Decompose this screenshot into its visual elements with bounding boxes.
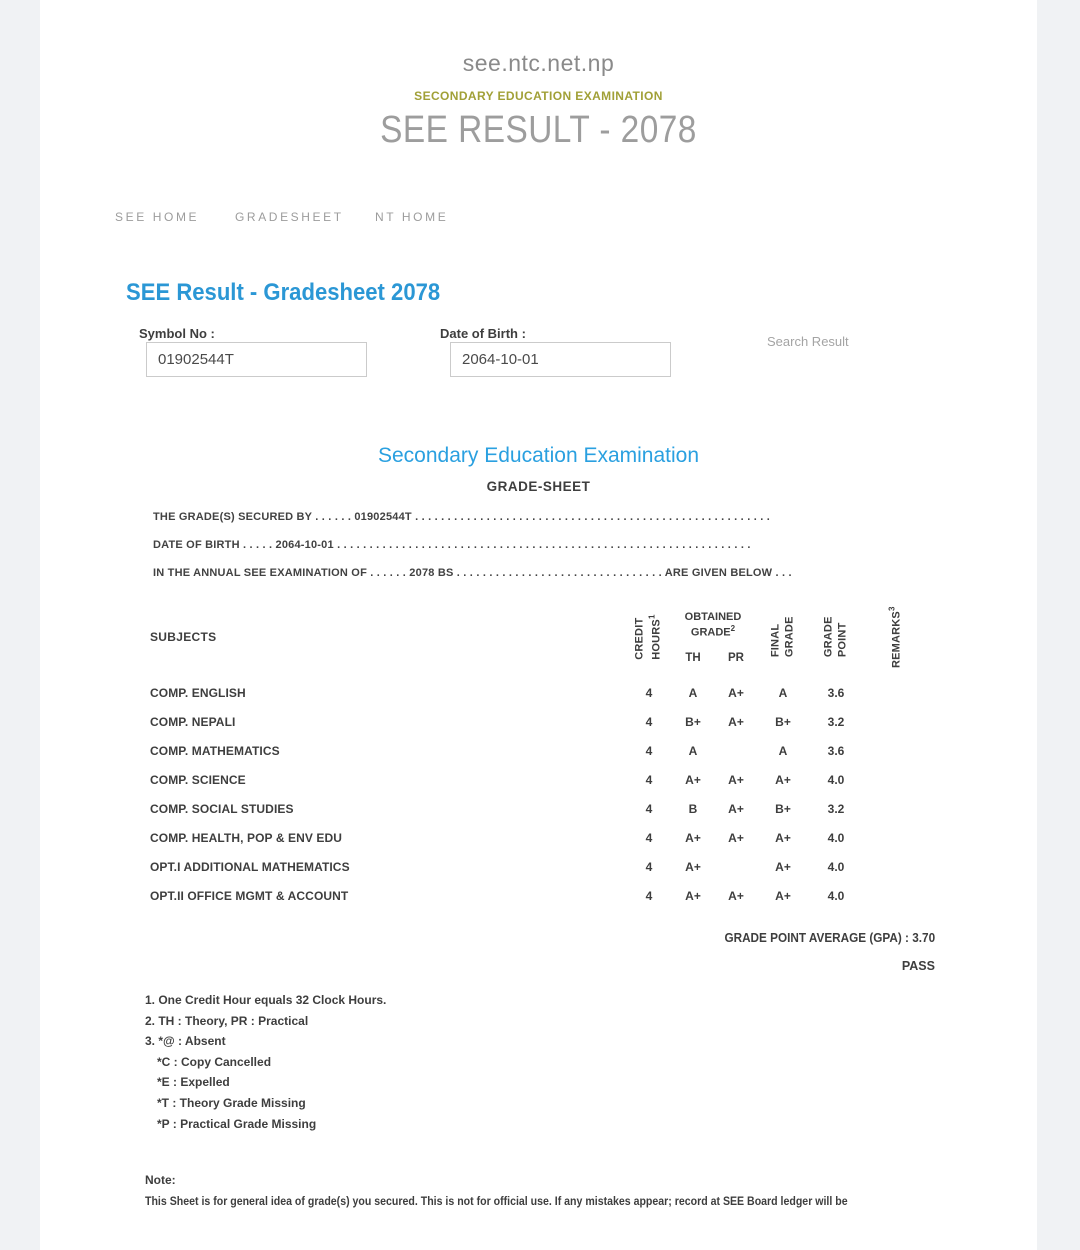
cell-final: A	[778, 743, 788, 758]
cell-credit: 4	[645, 743, 653, 758]
footnote-item: *T : Theory Grade Missing	[157, 1095, 306, 1110]
cell-subject: COMP. MATHEMATICS	[150, 743, 280, 758]
cell-th: A+	[685, 772, 701, 787]
cell-pr: A+	[728, 714, 744, 729]
cell-th: A+	[685, 888, 701, 903]
cell-gp: 4.0	[827, 830, 845, 845]
table-row	[150, 765, 930, 794]
cell-final: A+	[775, 772, 791, 787]
page-title: SEE RESULT - 2078	[380, 109, 697, 151]
cell-gp: 3.2	[827, 714, 845, 729]
date-of-birth-line: DATE OF BIRTH . . . . . 2064-10-01 . . . . . . . . . . . . . . . . . . . . . . . . . . . . . . . . . . . . . . . . . . . . . . . . . . . . . . . . . . . . . . . .	[153, 539, 751, 551]
cell-gp: 4.0	[827, 772, 845, 787]
note-label: Note:	[145, 1173, 176, 1187]
table-row	[150, 881, 930, 910]
cell-final: A+	[775, 888, 791, 903]
cell-credit: 4	[645, 859, 653, 874]
footnote-item: *E : Expelled	[157, 1075, 230, 1090]
cell-credit: 4	[645, 830, 653, 845]
cell-subject: COMP. ENGLISH	[150, 685, 246, 700]
cell-subject: COMP. NEPALI	[150, 714, 236, 729]
header-credit-hours: CREDIT HOURS$^1$	[633, 614, 663, 660]
cell-gp: 4.0	[827, 859, 845, 874]
table-row	[150, 678, 930, 707]
footnote-item: *C : Copy Cancelled	[157, 1054, 272, 1069]
nav-link-gradesheet[interactable]: GRADESHEET	[235, 210, 344, 224]
footnote-item: 2. TH : Theory, PR : Practical	[145, 1013, 309, 1028]
cell-subject: OPT.II OFFICE MGMT & ACCOUNT	[150, 888, 349, 903]
symbol-no-input[interactable]	[146, 342, 367, 377]
header-pr: PR	[728, 652, 744, 665]
cell-pr: A+	[728, 830, 744, 845]
nav-link-nt-home[interactable]: NT HOME	[375, 210, 449, 224]
cell-th: B	[688, 801, 698, 816]
cell-credit: 4	[645, 772, 653, 787]
cell-th: A	[688, 743, 698, 758]
cell-credit: 4	[645, 801, 653, 816]
header-final-grade: FINAL GRADE	[769, 616, 795, 658]
cell-final: B+	[775, 714, 791, 729]
sheet-section-heading: Secondary Education Examination	[377, 444, 700, 467]
exam-year-line: IN THE ANNUAL SEE EXAMINATION OF . . . . . . 2078 BS . . . . . . . . . . . . . . . . . . . . . . . . . . . . . . . . ARE GIVEN BELOW . . .	[153, 567, 792, 579]
table-row	[150, 794, 930, 823]
sheet-subheading: GRADE-SHEET	[486, 479, 591, 494]
footnotes	[145, 990, 386, 1134]
footnote-item: *P : Practical Grade Missing	[157, 1116, 317, 1131]
cell-subject: COMP. SCIENCE	[150, 772, 246, 787]
cell-th: A+	[685, 830, 701, 845]
cell-final: A+	[775, 830, 791, 845]
cell-th: B+	[685, 714, 701, 729]
cell-credit: 4	[645, 714, 653, 729]
cell-pr: A+	[728, 685, 744, 700]
header-th: TH	[685, 652, 701, 665]
cell-th: A	[688, 685, 698, 700]
header-subjects: SUBJECTS	[150, 630, 217, 644]
org-subtitle: SECONDARY EDUCATION EXAMINATION	[414, 89, 663, 103]
cell-final: A	[778, 685, 788, 700]
table-row	[150, 736, 930, 765]
header-remarks: REMARKS$^3$	[887, 606, 903, 668]
cell-pr: A+	[728, 801, 744, 816]
header-grade-point: GRADE POINT	[822, 616, 848, 658]
table-row	[150, 707, 930, 736]
cell-pr: A+	[728, 888, 744, 903]
cell-gp: 3.6	[827, 743, 845, 758]
secured-by-line: THE GRADE(S) SECURED BY . . . . . . 01902544T . . . . . . . . . . . . . . . . . . . . . . . . . . . . . . . . . . . . . . . . . . . . . . . . . . . . . . .	[153, 511, 770, 523]
cell-gp: 3.6	[827, 685, 845, 700]
gradesheet-heading: SEE Result - Gradesheet 2078	[126, 279, 441, 306]
gpa-summary: GRADE POINT AVERAGE (GPA) : 3.70	[724, 931, 935, 945]
grade-table	[150, 596, 930, 910]
cell-final: B+	[775, 801, 791, 816]
cell-final: A+	[775, 859, 791, 874]
cell-credit: 4	[645, 685, 653, 700]
nav-link-see-home[interactable]: SEE HOME	[115, 210, 200, 224]
note-disclaimer: This Sheet is for general idea of grade(s) you secured. This is not for official use. If any mistakes appear; record at SEE Board ledger will be	[145, 1196, 848, 1208]
cell-gp: 3.2	[827, 801, 845, 816]
cell-credit: 4	[645, 888, 653, 903]
footnote-item: 3. *@ : Absent	[145, 1034, 226, 1049]
search-result-button[interactable]: Search Result	[767, 334, 849, 349]
symbol-no-label: Symbol No :	[139, 326, 215, 341]
header-obtained-grade: OBTAINED GRADE$^2$ TH PR	[670, 596, 756, 678]
result-status: PASS	[901, 959, 935, 973]
cell-subject: OPT.I ADDITIONAL MATHEMATICS	[150, 859, 350, 874]
page-card	[40, 0, 1037, 1250]
dob-label: Date of Birth :	[440, 326, 526, 341]
cell-pr: A+	[728, 772, 744, 787]
cell-gp: 4.0	[827, 888, 845, 903]
table-row	[150, 852, 930, 881]
grade-table-header	[150, 596, 930, 678]
table-row	[150, 823, 930, 852]
footnote-item: 1. One Credit Hour equals 32 Clock Hours.	[145, 993, 387, 1007]
dob-input[interactable]	[450, 342, 671, 377]
cell-th: A+	[685, 859, 701, 874]
cell-subject: COMP. HEALTH, POP & ENV EDU	[150, 830, 343, 845]
site-domain: see.ntc.net.np	[462, 50, 615, 76]
cell-subject: COMP. SOCIAL STUDIES	[150, 801, 294, 816]
